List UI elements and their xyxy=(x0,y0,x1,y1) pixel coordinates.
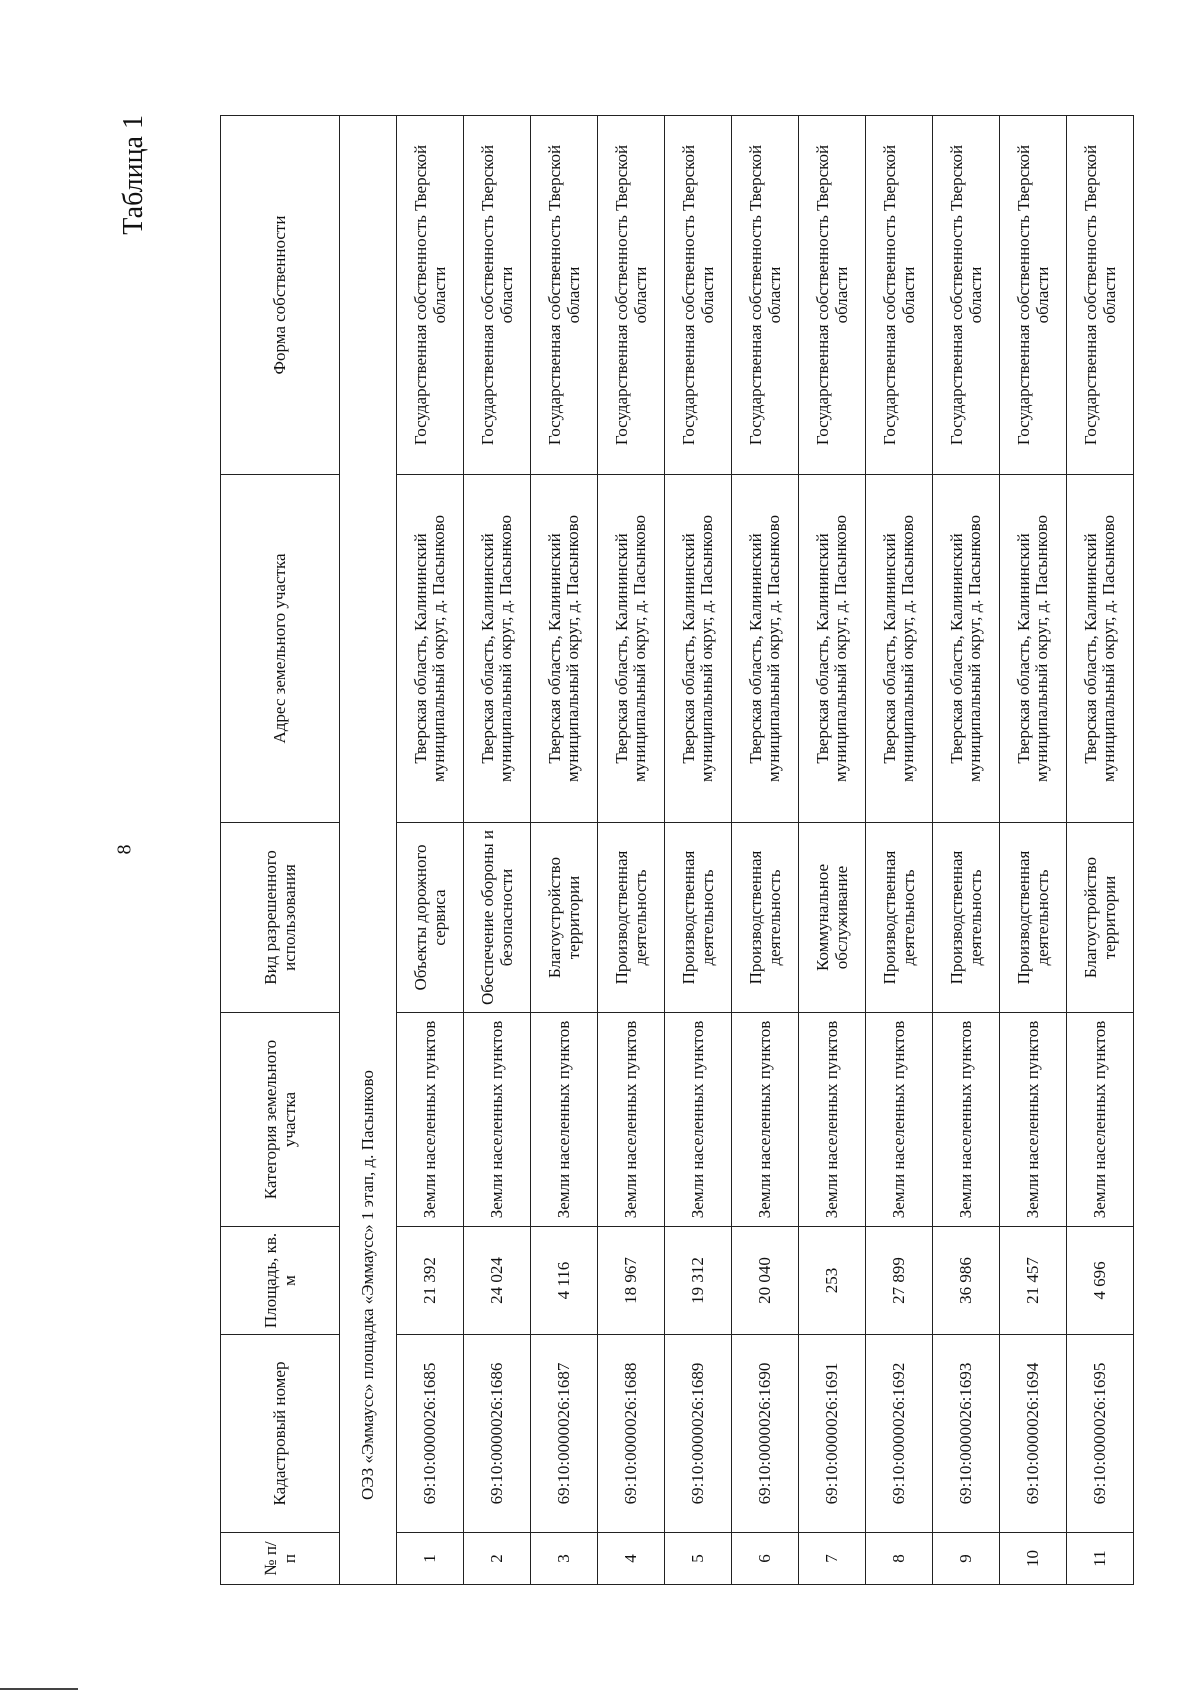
table-header-row xyxy=(221,116,340,1585)
cadastral-number: 69:10:0000026:1691 xyxy=(799,1335,866,1533)
row-number: 7 xyxy=(799,1533,866,1585)
land-category: Земли населенных пунктов xyxy=(464,1013,531,1227)
plot-address: Тверская область, Калининский муниципальный округ, д. Пасынково xyxy=(397,475,464,823)
land-category: Земли населенных пунктов xyxy=(799,1013,866,1227)
area-value: 21 392 xyxy=(397,1227,464,1335)
row-number: 4 xyxy=(598,1533,665,1585)
permitted-use: Производственная деятельность xyxy=(933,823,1000,1013)
plot-address: Тверская область, Калининский муниципальный округ, д. Пасынково xyxy=(598,475,665,823)
ownership-form: Государственная собственность Тверской области xyxy=(598,116,665,475)
table-row xyxy=(598,116,665,1585)
land-category: Земли населенных пунктов xyxy=(665,1013,732,1227)
land-plots-table xyxy=(220,115,1134,1585)
permitted-use: Производственная деятельность xyxy=(732,823,799,1013)
scan-edge-line xyxy=(0,1688,78,1690)
ownership-form: Государственная собственность Тверской области xyxy=(397,116,464,475)
permitted-use: Производственная деятельность xyxy=(598,823,665,1013)
cadastral-number: 69:10:0000026:1690 xyxy=(732,1335,799,1533)
section-title: ОЭЗ «Эммаусс» площадка «Эммаусс» 1 этап, д. Пасынково xyxy=(340,116,397,1585)
table-row xyxy=(665,116,732,1585)
table-row xyxy=(866,116,933,1585)
land-category: Земли населенных пунктов xyxy=(1000,1013,1067,1227)
table-row xyxy=(531,116,598,1585)
plot-address: Тверская область, Калининский муниципальный округ, д. Пасынково xyxy=(1000,475,1067,823)
header-land-category: Категория земельного участка xyxy=(221,1013,340,1227)
header-number: № п/п xyxy=(221,1533,340,1585)
page-number: 8 xyxy=(113,844,136,855)
cadastral-number: 69:10:0000026:1689 xyxy=(665,1335,732,1533)
plot-address: Тверская область, Калининский муниципальный округ, д. Пасынково xyxy=(933,475,1000,823)
header-address: Адрес земельного участка xyxy=(221,475,340,823)
area-value: 36 986 xyxy=(933,1227,1000,1335)
table-row xyxy=(732,116,799,1585)
row-number: 2 xyxy=(464,1533,531,1585)
ownership-form: Государственная собственность Тверской области xyxy=(1000,116,1067,475)
cadastral-number: 69:10:0000026:1686 xyxy=(464,1335,531,1533)
ownership-form: Государственная собственность Тверской области xyxy=(799,116,866,475)
area-value: 27 899 xyxy=(866,1227,933,1335)
cadastral-number: 69:10:0000026:1693 xyxy=(933,1335,1000,1533)
land-category: Земли населенных пунктов xyxy=(732,1013,799,1227)
plot-address: Тверская область, Калининский муниципальный округ, д. Пасынково xyxy=(665,475,732,823)
permitted-use: Обеспечение обороны и безопасности xyxy=(464,823,531,1013)
ownership-form: Государственная собственность Тверской области xyxy=(933,116,1000,475)
header-ownership: Форма собственности xyxy=(221,116,340,475)
rotated-table-container xyxy=(118,115,1125,1585)
row-number: 9 xyxy=(933,1533,1000,1585)
land-category: Земли населенных пунктов xyxy=(531,1013,598,1227)
ownership-form: Государственная собственность Тверской области xyxy=(464,116,531,475)
ownership-form: Государственная собственность Тверской области xyxy=(732,116,799,475)
permitted-use: Коммунальное обслуживание xyxy=(799,823,866,1013)
header-cadastral-number: Кадастровый номер xyxy=(221,1335,340,1533)
row-number: 3 xyxy=(531,1533,598,1585)
table-row xyxy=(933,116,1000,1585)
area-value: 4 116 xyxy=(531,1227,598,1335)
area-value: 253 xyxy=(799,1227,866,1335)
ownership-form: Государственная собственность Тверской области xyxy=(1067,116,1134,475)
plot-address: Тверская область, Калининский муниципальный округ, д. Пасынково xyxy=(531,475,598,823)
table-caption: Таблица 1 xyxy=(118,115,149,235)
cadastral-number: 69:10:0000026:1687 xyxy=(531,1335,598,1533)
plot-address: Тверская область, Калининский муниципальный округ, д. Пасынково xyxy=(464,475,531,823)
ownership-form: Государственная собственность Тверской области xyxy=(531,116,598,475)
table-row xyxy=(1000,116,1067,1585)
land-category: Земли населенных пунктов xyxy=(933,1013,1000,1227)
row-number: 1 xyxy=(397,1533,464,1585)
table-row xyxy=(464,116,531,1585)
plot-address: Тверская область, Калининский муниципальный округ, д. Пасынково xyxy=(732,475,799,823)
table-row xyxy=(799,116,866,1585)
land-category: Земли населенных пунктов xyxy=(866,1013,933,1227)
land-category: Земли населенных пунктов xyxy=(598,1013,665,1227)
area-value: 21 457 xyxy=(1000,1227,1067,1335)
table-row xyxy=(1067,116,1134,1585)
table-row xyxy=(397,116,464,1585)
land-category: Земли населенных пунктов xyxy=(397,1013,464,1227)
row-number: 11 xyxy=(1067,1533,1134,1585)
permitted-use: Благоустройство территории xyxy=(1067,823,1134,1013)
area-value: 19 312 xyxy=(665,1227,732,1335)
header-area: Площадь, кв. м xyxy=(221,1227,340,1335)
area-value: 4 696 xyxy=(1067,1227,1134,1335)
area-value: 18 967 xyxy=(598,1227,665,1335)
row-number: 5 xyxy=(665,1533,732,1585)
permitted-use: Производственная деятельность xyxy=(866,823,933,1013)
plot-address: Тверская область, Калининский муниципальный округ, д. Пасынково xyxy=(866,475,933,823)
land-category: Земли населенных пунктов xyxy=(1067,1013,1134,1227)
section-row xyxy=(340,116,397,1585)
permitted-use: Объекты дорожного сервиса xyxy=(397,823,464,1013)
row-number: 8 xyxy=(866,1533,933,1585)
plot-address: Тверская область, Калининский муниципальный округ, д. Пасынково xyxy=(799,475,866,823)
cadastral-number: 69:10:0000026:1695 xyxy=(1067,1335,1134,1533)
permitted-use: Производственная деятельность xyxy=(1000,823,1067,1013)
ownership-form: Государственная собственность Тверской области xyxy=(665,116,732,475)
permitted-use: Благоустройство территории xyxy=(531,823,598,1013)
row-number: 10 xyxy=(1000,1533,1067,1585)
area-value: 20 040 xyxy=(732,1227,799,1335)
plot-address: Тверская область, Калининский муниципальный округ, д. Пасынково xyxy=(1067,475,1134,823)
cadastral-number: 69:10:0000026:1685 xyxy=(397,1335,464,1533)
header-permitted-use: Вид разрешенного использования xyxy=(221,823,340,1013)
cadastral-number: 69:10:0000026:1692 xyxy=(866,1335,933,1533)
ownership-form: Государственная собственность Тверской области xyxy=(866,116,933,475)
row-number: 6 xyxy=(732,1533,799,1585)
permitted-use: Производственная деятельность xyxy=(665,823,732,1013)
cadastral-number: 69:10:0000026:1694 xyxy=(1000,1335,1067,1533)
area-value: 24 024 xyxy=(464,1227,531,1335)
cadastral-number: 69:10:0000026:1688 xyxy=(598,1335,665,1533)
